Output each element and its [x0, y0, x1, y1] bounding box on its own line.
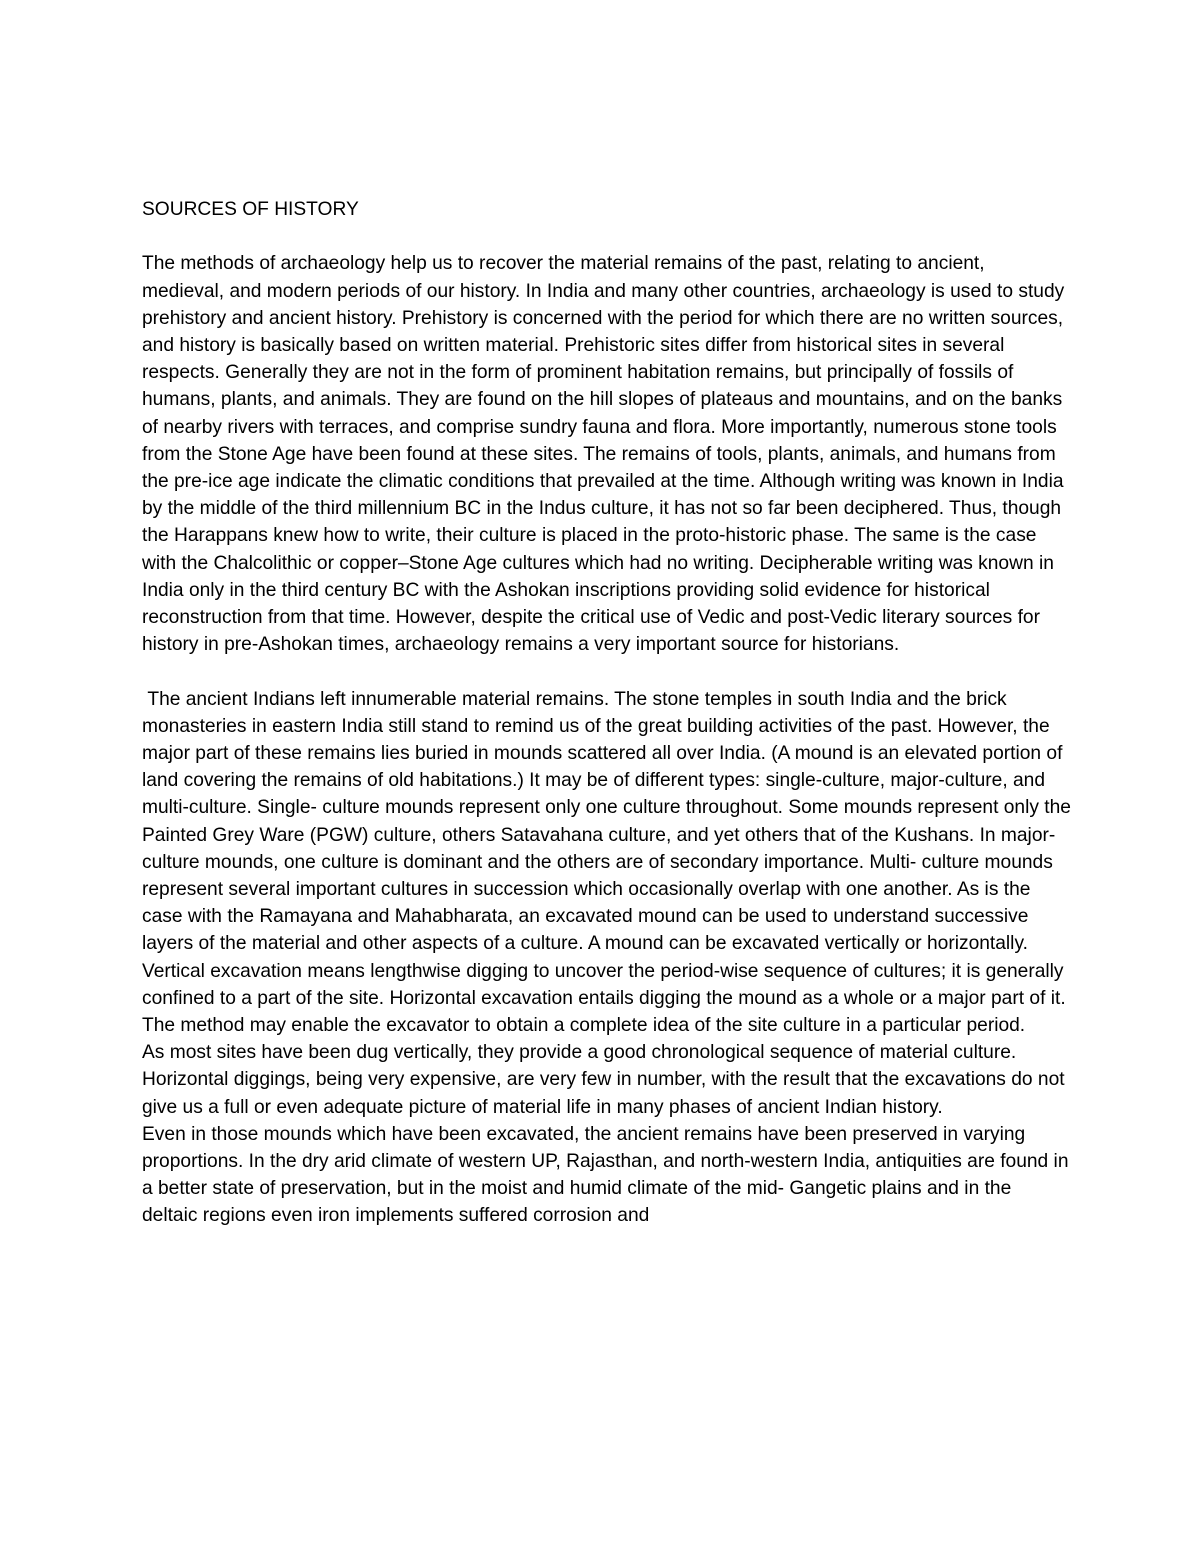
- paragraph-4: Even in those mounds which have been excavated, the ancient remains have been preserved in varying proportions. In the dry arid climate of western UP, Rajasthan, and north-western India, antiquities are found in a better state of preservation, but in the moist and humid climate of the mid- Gangetic plains and in the deltaic regions even iron implements suffered corrosion and: [142, 1123, 1069, 1227]
- spacer: [142, 223, 1072, 250]
- paragraph-1: The methods of archaeology help us to recover the material remains of the past, relating to ancient, medieval, and modern periods of our history. In India and many other countries, archaeology is used to study prehistory and ancient history. Prehistory is concerned with the period for which there are no written sources, and history is basically based on written material. Prehistoric sites differ from historical sites in several respects. Generally they are not in the form of prominent habitation remains, but principally of fossils of humans, plants, and animals. They are found on the hill slopes of plateaus and mountains, and on the banks of nearby rivers with terraces, and comprise sundry fauna and flora. More importantly, numerous stone tools from the Stone Age have been found at these sites. The remains of tools, plants, animals, and humans from the pre-ice age indicate the climatic conditions that prevailed at the time. Although writing was known in India by the middle of the third millennium BC in the Indus culture, it has not so far been deciphered. Thus, though the Harappans knew how to write, their culture is placed in the proto-historic phase. The same is the case with the Chalcolithic or copper–Stone Age cultures which had no writing. Decipherable writing was known in India only in the third century BC with the Ashokan inscriptions providing solid evidence for historical reconstruction from that time. However, despite the critical use of Vedic and post-Vedic literary sources for history in pre-Ashokan times, archaeology remains a very important source for historians.: [142, 253, 1065, 656]
- document-body: [142, 196, 1077, 1230]
- document-title: SOURCES OF HISTORY: [142, 199, 359, 220]
- paragraph-2: The ancient Indians left innumerable material remains. The stone temples in south India and the brick monasteries in eastern India still stand to remind us of the great building activities of the past. However, the major part of these remains lies buried in mounds scattered all over India. (A mound is an elevated portion of land covering the remains of old habitations.) It may be of different types: single-culture, major-culture, and multi-culture. Single- culture mounds represent only one culture throughout. Some mounds represent only the Painted Grey Ware (PGW) culture, others Satavahana culture, and yet others that of the Kushans. In major-culture mounds, one culture is dominant and the others are of secondary importance. Multi- culture mounds represent several important cultures in succession which occasionally overlap with one another. As is the case with the Ramayana and Mahabharata, an excavated mound can be used to understand successive layers of the material and other aspects of a culture. A mound can be excavated vertically or horizontally. Vertical excavation means lengthwise digging to uncover the period-wise sequence of cultures; it is generally confined to a part of the site. Horizontal excavation entails digging the mound as a whole or a major part of it. The method may enable the excavator to obtain a complete idea of the site culture in a particular period.: [142, 688, 1077, 1037]
- paragraph-3: As most sites have been dug vertically, they provide a good chronological sequence of material culture. Horizontal diggings, being very expensive, are very few in number, with the result that the excavations do not give us a full or even adequate picture of material life in many phases of ancient Indian history.: [142, 1042, 1065, 1118]
- spacer: [142, 658, 1072, 685]
